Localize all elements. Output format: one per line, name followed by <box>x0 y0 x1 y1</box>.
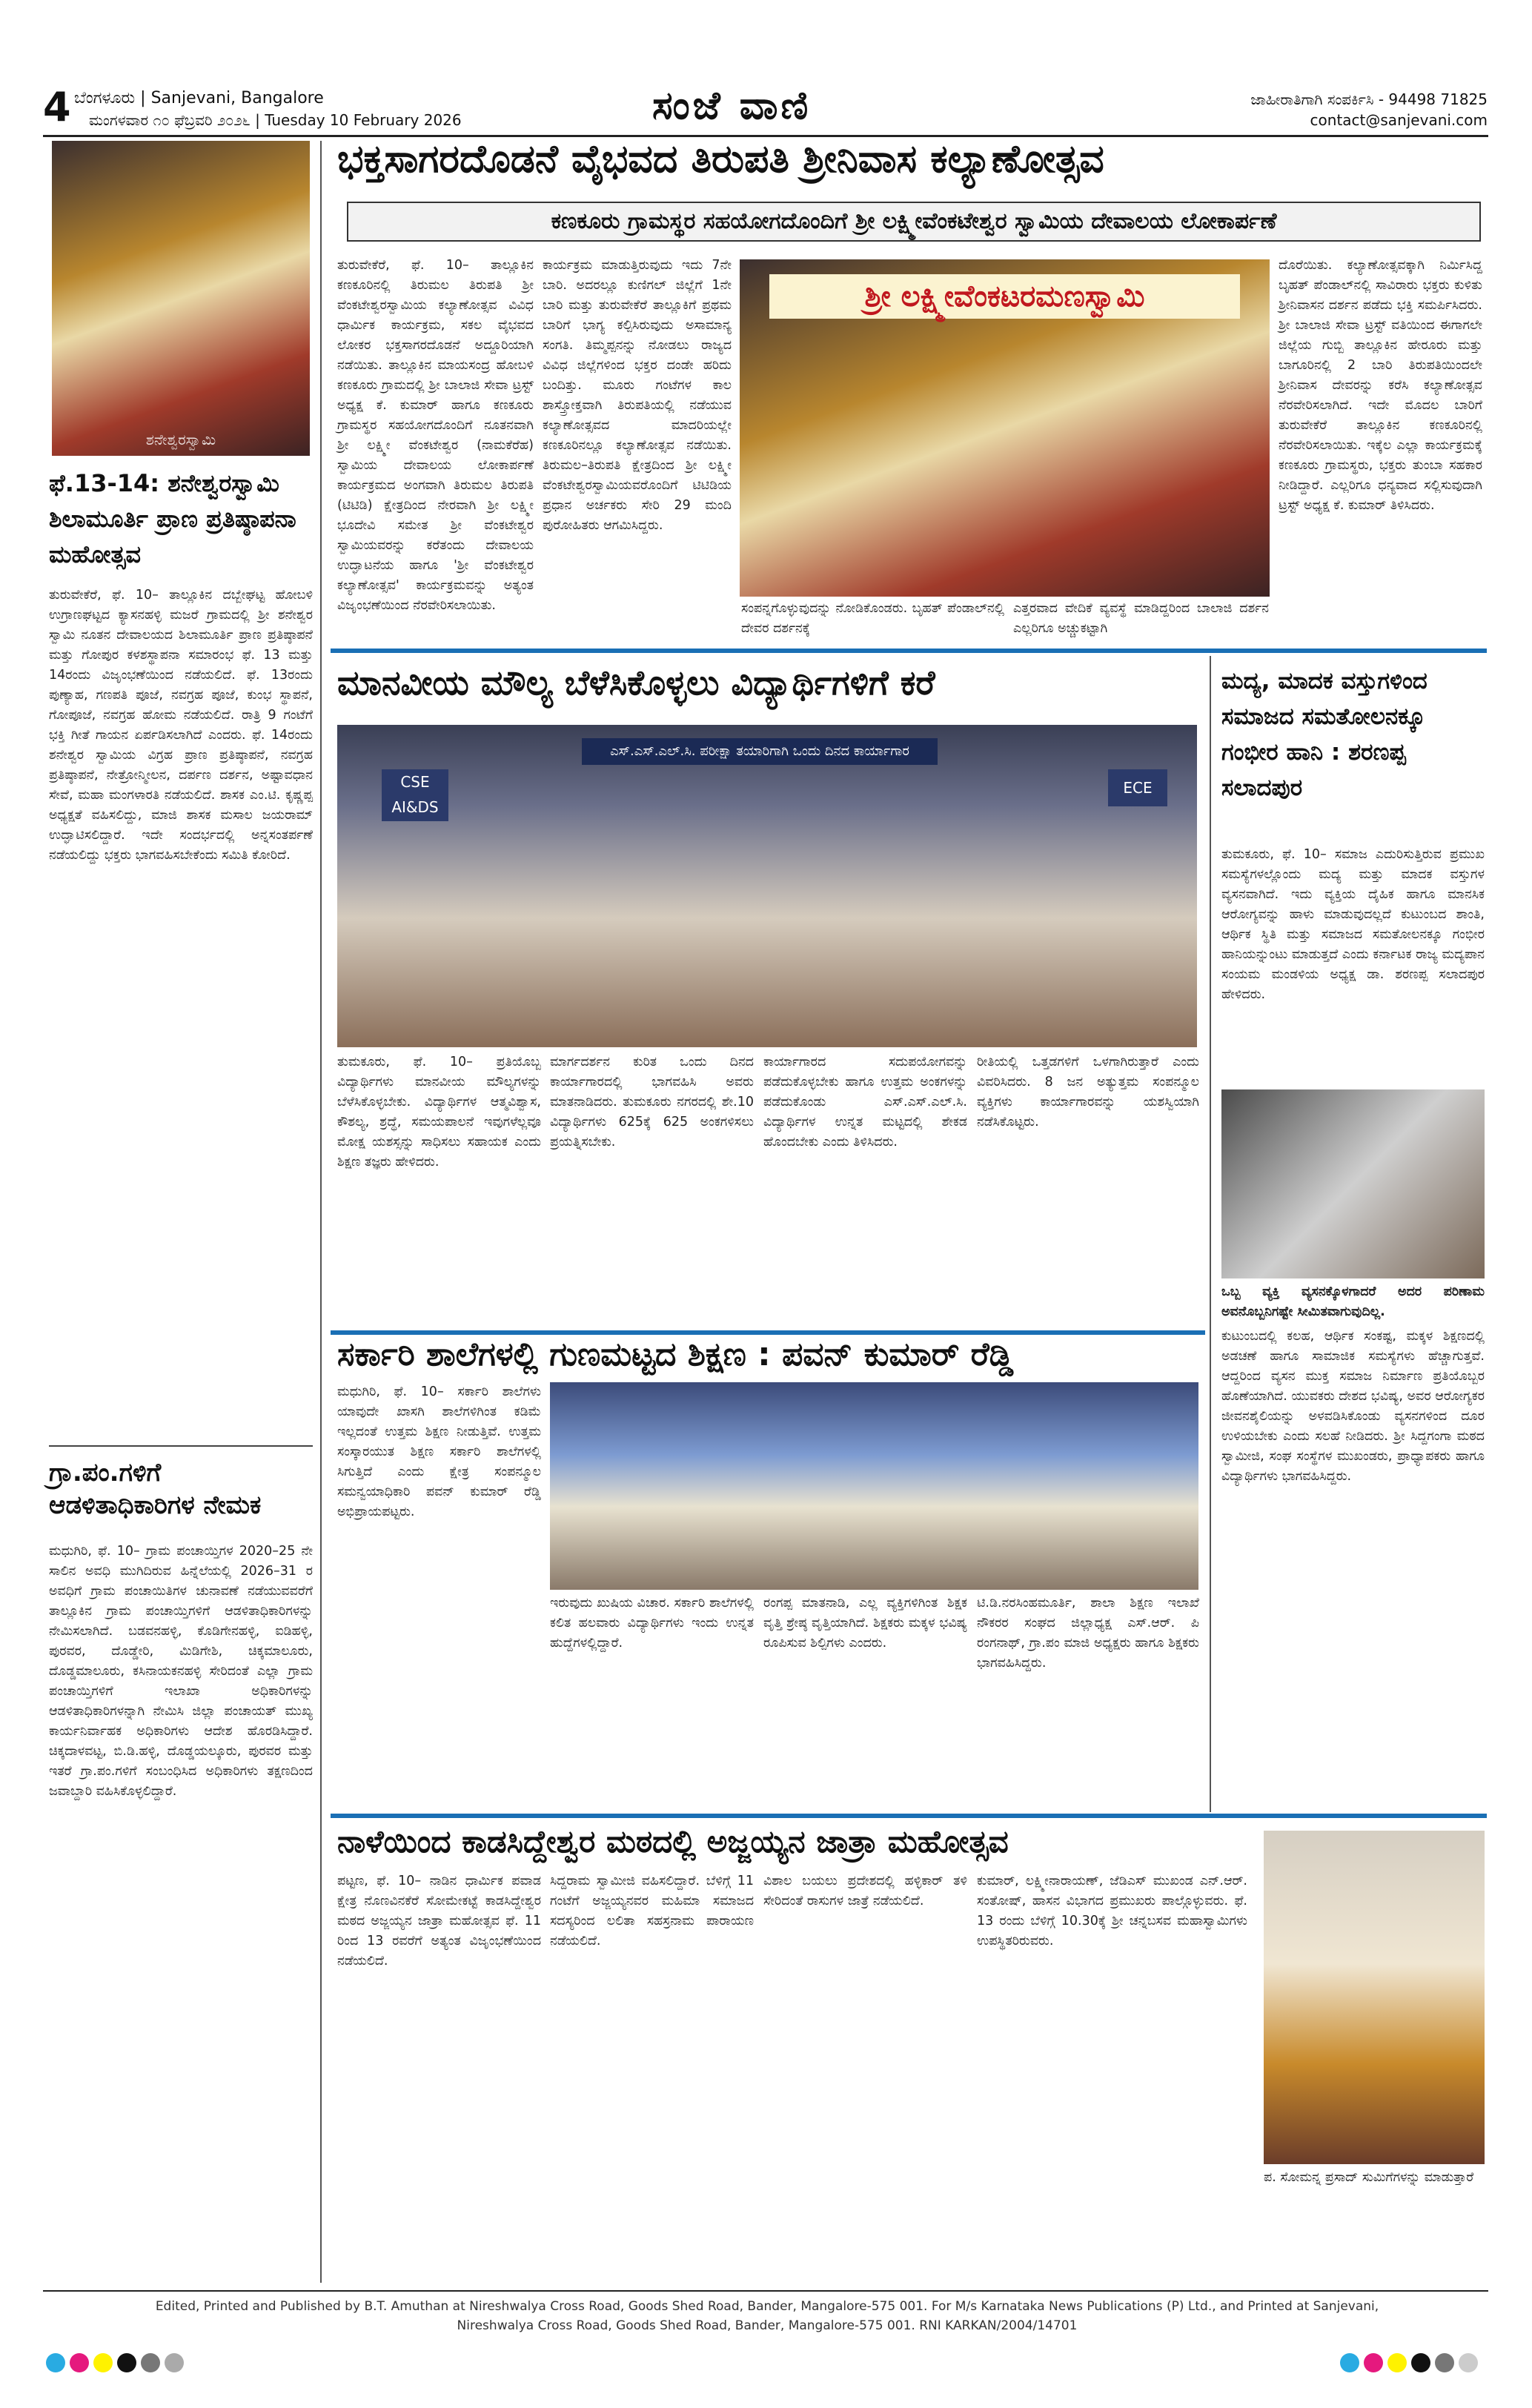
reg-dot-grey <box>141 2353 160 2372</box>
reg-dot-grey <box>1435 2353 1454 2372</box>
edition-line: ಬೆಂಗಳೂರು | Sanjevani, Bangalore <box>74 89 324 107</box>
right-column-rule <box>1210 656 1211 1812</box>
workshop-group-photo <box>337 725 1197 1047</box>
newspaper-logo: ಸಂಜೆ ವಾಣಿ <box>652 83 812 128</box>
registration-marks-left <box>46 2353 188 2375</box>
shaneshwara-body: ತುರುವೇಕೆರೆ, ಫೆ. 10– ತಾಲ್ಲೂಕಿನ ದಬ್ಬೇಘಟ್ಟ ಹೋಬಳಿ ಉಗ್ರಾಣಘಟ್ಟದ ಕ್ಯಾಸನಹಳ್ಳಿ ಮಜರೆ ಗ್ರಾಮದಲ್ಲಿ ಶ್ರೀ ಶನೇಶ್ವರ ಸ್ವಾಮಿ ನೂತನ ದೇವಾಲಯದ ಶಿಲಾಮೂರ್ತಿ ಪ್ರಾಣ ಪ್ರತಿಷ್ಠಾಪನೆ ಮತ್ತು ಗೋಪುರ ಕಳಶಸ್ಥಾಪನಾ ಸಮಾರಂಭ ಫೆ. 13 ಮತ್ತು 14ರಂದು ವಿಜೃಂಭಣೆಯಿಂದ ನಡೆಯಲಿದೆ. ಫೆ. 13ರಂದು ಪುಣ್ಯಾಹ, ಗಣಪತಿ ಪೂಜೆ, ನವಗ್ರಹ ಪೂಜೆ, ಕುಂಭ ಸ್ಥಾಪನೆ, ಗೋಪೂಜೆ, ನವಗ್ರಹ ಹೋಮ ನಡೆಯಲಿದೆ. ರಾತ್ರಿ 9 ಗಂಟೆಗೆ ಭಕ್ತಿ ಗೀತೆ ಗಾಯನ ಏರ್ಪಡಿಸಲಾಗಿದೆ ಎಂದರು. ಫೆ. 14ರಂದು ಶನೇಶ್ವರ ಸ್ವಾಮಿಯ ವಿಗ್ರಹ ಪ್ರಾಣ ಪ್ರತಿಷ್ಠಾಪನೆ, ನವಗ್ರಹ ಪ್ರತಿಷ್ಠಾಪನೆ, ನೇತ್ರೋನ್ಮೀಲನ, ದರ್ಪಣ ದರ್ಶನ, ಅಷ್ಟಾವಧಾನ ಸೇವೆ, ಮಹಾ ಮಂಗಳಾರತಿ ನಡೆಯಲಿದೆ. ಶಾಸಕ ಎಂ.ಟಿ. ಕೃಷ್ಣಪ್ಪ ಅಧ್ಯಕ್ಷತೆ ವಹಿಸಲಿದ್ದು, ಮಾಜಿ ಶಾಸಕ ಮಸಾಲ ಜಯರಾಮ್ ಉದ್ಘಾಟಿಸಲಿದ್ದಾರೆ. ಇದೇ ಸಂದರ್ಭದಲ್ಲಿ ಅನ್ನಸಂತರ್ಪಣೆ ನಡೆಯಲಿದ್ದು ಭಕ್ತರು ಭಾಗವಹಿಸಬೇಕೆಂದು ಸಮಿತಿ ಕೋರಿದೆ. <box>49 588 313 863</box>
left-column-rule <box>320 141 322 2283</box>
jatra-col-3: ವಿಶಾಲ ಬಯಲು ಪ್ರದೇಶದಲ್ಲಿ ಹಳ್ಳಿಕಾರ್ ತಳಿ ಸೇರಿದಂತೆ ರಾಸುಗಳ ಜಾತ್ರೆ ನಡೆಯಲಿದೆ. <box>763 1874 967 1908</box>
values-col-3: ಕಾರ್ಯಾಗಾರದ ಸದುಪಯೋಗವನ್ನು ಪಡೆದುಕೊಳ್ಳಬೇಕು ಹಾಗೂ ಉತ್ತಮ ಅಂಕಗಳನ್ನು ಪಡೆದುಕೊಂಡು ಎಸ್.ಎಸ್.ಎಲ್.ಸಿ. ವಿದ್ಯಾರ್ಥಿಗಳ ಉನ್ನತ ಮಟ್ಟದಲ್ಲಿ ಶೇಕಡ ಹೊಂದಬೇಕು ಎಂದು ತಿಳಿಸಿದರು. <box>763 1055 967 1150</box>
photo-label: ಶನೇಶ್ವರಸ್ವಾಮಿ <box>145 431 216 448</box>
cse-banner: CSE AI&DS <box>382 769 448 821</box>
ajjayya-photo <box>1264 1831 1485 2164</box>
gram-panchayat-body: ಮಧುಗಿರಿ, ಫೆ. 10– ಗ್ರಾಮ ಪಂಚಾಯ್ತಿಗಳ 2020–25 ನೇ ಸಾಲಿನ ಅವಧಿ ಮುಗಿದಿರುವ ಹಿನ್ನೆಲೆಯಲ್ಲಿ 2026–31 ರ ಅವಧಿಗೆ ಗ್ರಾಮ ಪಂಚಾಯಿತಿಗಳ ಚುನಾವಣೆ ನಡೆಯುವವರೆಗೆ ತಾಲ್ಲೂಕಿನ ಗ್ರಾಮ ಪಂಚಾಯ್ತಿಗಳಿಗೆ ಆಡಳಿತಾಧಿಕಾರಿಗಳನ್ನು ನೇಮಿಸಲಾಗಿದೆ. ಬಡವನಹಳ್ಳಿ, ಕೊಡಿಗೇನಹಳ್ಳಿ, ಐಡಿಹಳ್ಳಿ, ಪುರವರ, ದೊಡ್ಡೇರಿ, ಮಿಡಿಗೇಶಿ, ಚಿಕ್ಕಮಾಲೂರು, ದೊಡ್ಡಮಾಲೂರು, ಕಸಿನಾಯಕನಹಳ್ಳಿ ಸೇರಿದಂತೆ ಎಲ್ಲಾ ಗ್ರಾಮ ಪಂಚಾಯ್ತಿಗಳಿಗೆ ಇಲಾಖಾ ಅಧಿಕಾರಿಗಳನ್ನು ಆಡಳಿತಾಧಿಕಾರಿಗಳನ್ನಾಗಿ ನೇಮಿಸಿ ಜಿಲ್ಲಾ ಪಂಚಾಯತ್ ಮುಖ್ಯ ಕಾರ್ಯನಿರ್ವಾಹಕ ಅಧಿಕಾರಿಗಳು ಆದೇಶ ಹೊರಡಿಸಿದ್ದಾರೆ. ಚಿಕ್ಕದಾಳವಟ್ಟ, ಬಿ.ಡಿ.ಹಳ್ಳಿ, ದೊಡ್ಡಯಲ್ಕೂರು, ಪುರವರ ಮತ್ತು ಇತರೆ ಗ್ರಾ.ಪಂ.ಗಳಿಗೆ ಸಂಬಂಧಿಸಿದ ಅಧಿಕಾರಿಗಳು ತಕ್ಷಣದಿಂದ ಜವಾಬ್ದಾರಿ ವಹಿಸಿಕೊಳ್ಳಲಿದ್ದಾರೆ. <box>49 1544 313 1799</box>
school-col-2: ಇರುವುದು ಖುಷಿಯ ವಿಚಾರ. ಸರ್ಕಾರಿ ಶಾಲೆಗಳಲ್ಲಿ ಕಲಿತ ಹಲವಾರು ವಿದ್ಯಾರ್ಥಿಗಳು ಇಂದು ಉನ್ನತ ಹುದ್ದೆಗಳಲ್ಲಿದ್ದಾರೆ. <box>550 1596 754 1651</box>
alcohol-headline: ಮದ್ಯ, ಮಾದಕ ವಸ್ತುಗಳಿಂದ ಸಮಾಜದ ಸಮತೋಲನಕ್ಕೂ ಗಂಭೀರ ಹಾನಿ : ಶರಣಪ್ಪ ಸಲಾದಪುರ <box>1221 668 1427 801</box>
footer-rule <box>43 2290 1488 2292</box>
workshop-banner: ಎಸ್.ಎಸ್.ಎಲ್.ಸಿ. ಪರೀಕ್ಷಾ ತಯಾರಿಗಾಗಿ ಒಂದು ದಿನದ ಕಾರ್ಯಾಗಾರ <box>582 738 938 765</box>
inauguration-photo <box>1221 1089 1485 1278</box>
registration-marks-right <box>1340 2353 1482 2375</box>
school-col-4: ಟಿ.ಡಿ.ನರಸಿಂಹಮೂರ್ತಿ, ಶಾಲಾ ಶಿಕ್ಷಣ ಇಲಾಖೆ ನೌಕರರ ಸಂಘದ ಜಿಲ್ಲಾಧ್ಯಕ್ಷ ಎಸ್.ಆರ್. ಪಿ ರಂಗನಾಥ್, ಗ್ರಾ.ಪಂ ಮಾಜಿ ಅಧ್ಯಕ್ಷರು ಹಾಗೂ ಶಿಕ್ಷಕರು ಭಾಗವಹಿಸಿದ್ದರು. <box>977 1596 1199 1671</box>
left-divider <box>49 1445 313 1447</box>
alcohol-body-2: ಕುಟುಂಬದಲ್ಲಿ ಕಲಹ, ಆರ್ಥಿಕ ಸಂಕಷ್ಟ, ಮಕ್ಕಳ ಶಿಕ್ಷಣದಲ್ಲಿ ಅಡಚಣೆ ಹಾಗೂ ಸಾಮಾಜಿಕ ಸಮಸ್ಯೆಗಳು ಹೆಚ್ಚಾಗುತ್ತವೆ. ಆದ್ದರಿಂದ ವ್ಯಸನ ಮುಕ್ತ ಸಮಾಜ ನಿರ್ಮಾಣ ಪ್ರತಿಯೊಬ್ಬರ ಹೊಣೆಯಾಗಿದೆ. ಯುವಕರು ದೇಶದ ಭವಿಷ್ಯ, ಅವರ ಆರೋಗ್ಯಕರ ಜೀವನಶೈಲಿಯನ್ನು ಅಳವಡಿಸಿಕೊಂಡು ವ್ಯಸನಗಳಿಂದ ದೂರ ಉಳಿಯಬೇಕು ಎಂದು ಸಲಹೆ ನೀಡಿದರು. ಶ್ರೀ ಸಿದ್ದಗಂಗಾ ಮಠದ ಸ್ವಾಮೀಜಿ, ಸಂಘ ಸಂಸ್ಥೆಗಳ ಮುಖಂಡರು, ಪ್ರಾಧ್ಯಾಪಕರು ಹಾಗೂ ವಿದ್ಯಾರ್ಥಿಗಳು ಭಾಗವಹಿಸಿದ್ದರು. <box>1221 1329 1485 1484</box>
reg-dot-yellow <box>93 2353 113 2372</box>
lead-subheadline: ಕಣಕೂರು ಗ್ರಾಮಸ್ಥರ ಸಹಯೋಗದೊಂದಿಗೆ ಶ್ರೀ ಲಕ್ಷ್ಮೀವೆಂಕಟೇಶ್ವರ ಸ್ವಾಮಿಯ ದೇವಾಲಯ ಲೋಕಾರ್ಪಣೆ <box>347 202 1481 242</box>
lead-col-2: ಕಾರ್ಯಕ್ರಮ ಮಾಡುತ್ತಿರುವುದು ಇದು 7ನೇ ಬಾರಿ. ಅದರಲ್ಲೂ ಕುಣಿಗಲ್ ಜಿಲ್ಲೆಗೆ 1ನೇ ಬಾರಿ ಮತ್ತು ತುರುವೇಕೆರೆ ತಾಲ್ಲೂಕಿಗೆ ಪ್ರಥಮ ಬಾರಿಗೆ ಭಾಗ್ಯ ಕಲ್ಪಿಸಿರುವುದು ಅಸಾಮಾನ್ಯ ಸಂಗತಿ. ತಿಮ್ಮಪ್ಪನನ್ನು ನೋಡಲು ರಾಜ್ಯದ ವಿವಿಧ ಜಿಲ್ಲೆಗಳಿಂದ ಭಕ್ತರ ದಂಡೇ ಹರಿದು ಬಂದಿತ್ತು. ಮೂರು ಗಂಟೆಗಳ ಕಾಲ ಶಾಸ್ತ್ರೋಕ್ತವಾಗಿ ತಿರುಪತಿಯಲ್ಲಿ ನಡೆಯುವ ಕಲ್ಯಾಣೋತ್ಸವದ ಮಾದರಿಯಲ್ಲೇ ಕಣಕೂರಿನಲ್ಲೂ ಕಲ್ಯಾಣೋತ್ಸವ ನಡೆಯಿತು. ತಿರುಮಲ–ತಿರುಪತಿ ಕ್ಷೇತ್ರದಿಂದ ಶ್ರೀ ಲಕ್ಷ್ಮೀ ವೆಂಕಟೇಶ್ವರಸ್ವಾಮಿಯವರೊಂದಿಗೆ ಟಿಟಿಡಿಯ ಪ್ರಧಾನ ಅರ್ಚಕರು ಸೇರಿ 29 ಮಂದಿ ಪುರೋಹಿತರು ಆಗಮಿಸಿದ್ದರು. <box>543 258 732 533</box>
reg-dot-magenta <box>70 2353 89 2372</box>
school-event-photo <box>550 1382 1198 1590</box>
lead-col-4: ಎತ್ತರವಾದ ವೇದಿಕೆ ವ್ಯವಸ್ಥೆ ಮಾಡಿದ್ದರಿಂದ ಬಾಲಾಜಿ ದರ್ಶನ ಎಲ್ಲರಿಗೂ ಅಚ್ಚುಕಟ್ಟಾಗಿ <box>1013 601 1269 636</box>
page-number: 4 <box>43 84 71 130</box>
gram-panchayat-headline: ಗ್ರಾ.ಪಂ.ಗಳಿಗೆ ಆಡಳಿತಾಧಿಕಾರಿಗಳ ನೇಮಕ <box>49 1458 262 1520</box>
date-line: ಮಂಗಳವಾರ ೧೦ ಫೆಬ್ರವರಿ ೨೦೨೬ | Tuesday 10 February 2026 <box>89 111 462 129</box>
jatra-photo-caption: ಪ. ಸೋಮನ್ನ ಪ್ರಸಾದ್ ಸುಮಿಗೆಗಳನ್ನು ಮಾಡುತ್ತಾರೆ <box>1264 2170 1474 2185</box>
email-contact[interactable]: contact@sanjevani.com <box>1310 111 1488 129</box>
shaneshwara-headline: ಫೆ.13-14: ಶನೇಶ್ವರಸ್ವಾಮಿ ಶಿಲಾಮೂರ್ತಿ ಪ್ರಾಣ ಪ್ರತಿಷ್ಠಾಪನಾ ಮಹೋತ್ಸವ <box>49 469 296 568</box>
reg-dot-yellow <box>1387 2353 1407 2372</box>
values-divider <box>331 1330 1205 1335</box>
values-col-4: ರೀತಿಯಲ್ಲಿ ಒತ್ತಡಗಳಿಗೆ ಒಳಗಾಗಿರುತ್ತಾರೆ ಎಂದು ವಿವರಿಸಿದರು. 8 ಜನ ಅತ್ಯುತ್ತಮ ಸಂಪನ್ಮೂಲ ವ್ಯಕ್ತಿಗಳು ಕಾರ್ಯಾಗಾರವನ್ನು ಯಶಸ್ವಿಯಾಗಿ ನಡೆಸಿಕೊಟ್ಟರು. <box>977 1055 1199 1130</box>
jatra-col-1: ಪಟ್ಟಣ, ಫೆ. 10– ನಾಡಿನ ಧಾರ್ಮಿಕ ಪವಾಡ ಕ್ಷೇತ್ರ ನೊಣವಿನಕೆರೆ ಸೋಮೇಕಟ್ಟೆ ಕಾಡಸಿದ್ದೇಶ್ವರ ಮಠದ ಅಜ್ಜಯ್ಯನ ಜಾತ್ರಾ ಮಹೋತ್ಸವ ಫೆ. 11 ರಿಂದ 13 ರವರೆಗೆ ಅತ್ಯಂತ ವಿಜೃಂಭಣೆಯಿಂದ ನಡೆಯಲಿದೆ. <box>337 1874 541 1968</box>
ad-contact-line: ಜಾಹೀರಾತಿಗಾಗಿ ಸಂಪರ್ಕಿಸಿ - 94498 71825 <box>1250 90 1488 108</box>
reg-dot-magenta <box>1364 2353 1383 2372</box>
alcohol-photo-caption: ಒಬ್ಬ ವ್ಯಕ್ತಿ ವ್ಯಸನಕ್ಕೊಳಗಾದರೆ ಅದರ ಪರಿಣಾಮ ಅವನೊಬ್ಬನಿಗಷ್ಟೇ ಸೀಮಿತವಾಗುವುದಿಲ್ಲ. <box>1221 1284 1485 1319</box>
kalyanotsava-photo <box>740 259 1270 597</box>
reg-dot-grey <box>165 2353 184 2372</box>
school-divider <box>331 1814 1487 1818</box>
temple-banner: ಶ್ರೀ ಲಕ್ಷ್ಮೀವೆಂಕಟರಮಣಸ್ವಾಮಿ <box>769 274 1240 319</box>
school-col-1: ಮಧುಗಿರಿ, ಫೆ. 10– ಸರ್ಕಾರಿ ಶಾಲೆಗಳು ಯಾವುದೇ ಖಾಸಗಿ ಶಾಲೆಗಳಿಗಿಂತ ಕಡಿಮೆ ಇಲ್ಲದಂತೆ ಉತ್ತಮ ಶಿಕ್ಷಣ ನೀಡುತ್ತಿವೆ. ಉತ್ತಮ ಸಂಸ್ಕಾರಯುತ ಶಿಕ್ಷಣ ಸರ್ಕಾರಿ ಶಾಲೆಗಳಲ್ಲಿ ಸಿಗುತ್ತಿದೆ ಎಂದು ಕ್ಷೇತ್ರ ಸಂಪನ್ಮೂಲ ಸಮನ್ವಯಾಧಿಕಾರಿ ಪವನ್ ಕುಮಾರ್ ರೆಡ್ಡಿ ಅಭಿಪ್ರಾಯಪಟ್ಟರು. <box>337 1384 541 1519</box>
imprint-line-1: Edited, Printed and Published by B.T. Amuthan at Nireshwalya Cross Road, Goods Shed Road, Bander, Mangalore-575 001. For M/s Karnataka News Publications (P) Ltd., and Printed at Sanjevani, <box>155 2299 1379 2314</box>
shaneshwara-photo <box>52 141 310 456</box>
values-col-2: ಮಾರ್ಗದರ್ಶನ ಕುರಿತ ಒಂದು ದಿನದ ಕಾರ್ಯಾಗಾರದಲ್ಲಿ ಭಾಗವಹಿಸಿ ಅವರು ಮಾತನಾಡಿದರು. ತುಮಕೂರು ನಗರದಲ್ಲಿ ಶೇ.10 ವಿದ್ಯಾರ್ಥಿಗಳು 625ಕ್ಕೆ 625 ಅಂಕಗಳಿಸಲು ಪ್ರಯತ್ನಿಸಬೇಕು. <box>550 1055 754 1150</box>
jatra-col-2: ಸಿದ್ದರಾಮ ಸ್ವಾಮೀಜಿ ವಹಿಸಲಿದ್ದಾರೆ. ಬೆಳಿಗ್ಗೆ 11 ಗಂಟೆಗೆ ಅಜ್ಜಯ್ಯನವರ ಮಹಿಮಾ ಸಮಾಜದ ಸದಸ್ಯರಿಂದ ಲಲಿತಾ ಸಹಸ್ರನಾಮ ಪಾರಾಯಣ ನಡೆಯಲಿದೆ. <box>550 1874 754 1948</box>
values-headline: ಮಾನವೀಯ ಮೌಲ್ಯ ಬೆಳೆಸಿಕೊಳ್ಳಲು ವಿದ್ಯಾರ್ಥಿಗಳಿಗೆ ಕರೆ <box>337 663 935 703</box>
lead-divider <box>331 649 1487 653</box>
reg-dot-cyan <box>1340 2353 1359 2372</box>
school-headline: ಸರ್ಕಾರಿ ಶಾಲೆಗಳಲ್ಲಿ ಗುಣಮಟ್ಟದ ಶಿಕ್ಷಣ : ಪವನ್ ಕುಮಾರ್ ರೆಡ್ಡಿ <box>337 1336 1014 1373</box>
lead-col-1: ತುರುವೇಕೆರೆ, ಫೆ. 10– ತಾಲ್ಲೂಕಿನ ಕಣಕೂರಿನಲ್ಲಿ ತಿರುಮಲ ತಿರುಪತಿ ಶ್ರೀ ವೆಂಕಟೇಶ್ವರಸ್ವಾಮಿಯ ಕಲ್ಯಾಣೋತ್ಸವ ವಿವಿಧ ಧಾರ್ಮಿಕ ಕಾರ್ಯಕ್ರಮ, ಸಕಲ ವೈಭವದ ಲೋಕರ ಭಕ್ತಸಾಗರದೊಡನೆ ಅದ್ದೂರಿಯಾಗಿ ನಡೆಯಿತು. ತಾಲ್ಲೂಕಿನ ಮಾಯಸಂದ್ರ ಹೋಬಳಿ ಕಣಕೂರು ಗ್ರಾಮದಲ್ಲಿ ಶ್ರೀ ಬಾಲಾಜಿ ಸೇವಾ ಟ್ರಸ್ಟ್ ಅಧ್ಯಕ್ಷ ಕೆ. ಕುಮಾರ್ ಹಾಗೂ ಕಣಕೂರು ಗ್ರಾಮಸ್ಥರ ಸಹಯೋಗದೊಂದಿಗೆ ನೂತನವಾಗಿ ಶ್ರೀ ಲಕ್ಷ್ಮೀ ವೆಂಕಟೇಶ್ವರ (ನಾಮಕೆರೆಹ) ಸ್ವಾಮಿಯ ದೇವಾಲಯ ಲೋಕಾರ್ಪಣೆ ಕಾರ್ಯಕ್ರಮದ ಅಂಗವಾಗಿ ತಿರುಮಲ ತಿರುಪತಿ (ಟಿಟಿಡಿ) ಕ್ಷೇತ್ರದಿಂದ ನೇರವಾಗಿ ಶ್ರೀ ಲಕ್ಷ್ಮೀ ಭೂದೇವಿ ಸಮೇತ ಶ್ರೀ ವೆಂಕಟೇಶ್ವರ ಸ್ವಾಮಿಯವರನ್ನು ಕರೆತಂದು ದೇವಾಲಯ ಉದ್ಘಾಟನೆಯ ಹಾಗೂ 'ಶ್ರೀ ವೆಂಕಟೇಶ್ವರ ಕಲ್ಯಾಣೋತ್ಸವ' ಕಾರ್ಯಕ್ರಮವನ್ನು ಅತ್ಯಂತ ವಿಜೃಂಭಣೆಯಿಂದ ನೆರವೇರಿಸಲಾಯಿತು. <box>337 258 534 613</box>
jatra-col-4: ಕುಮಾರ್, ಲಕ್ಷ್ಮೀನಾರಾಯಣ್, ಜೆಡಿಎಸ್ ಮುಖಂಡ ಎನ್.ಆರ್. ಸಂತೋಷ್, ಹಾಸನ ವಿಭಾಗದ ಪ್ರಮುಖರು ಪಾಲ್ಗೊಳ್ಳುವರು. ಫೆ. 13 ರಂದು ಬೆಳಿಗ್ಗೆ 10.30ಕ್ಕೆ ಶ್ರೀ ಚನ್ನಬಸವ ಮಹಾಸ್ವಾಮಿಗಳು ಉಪಸ್ಥಿತರಿರುವರು. <box>977 1874 1247 1948</box>
reg-dot-black <box>1411 2353 1430 2372</box>
lead-headline: ಭಕ್ತಸಾಗರದೊಡನೆ ವೈಭವದ ತಿರುಪತಿ ಶ್ರೀನಿವಾಸ ಕಲ್ಯಾಣೋತ್ಸವ <box>337 137 1104 182</box>
lead-col-5: ದೊರೆಯಿತು. ಕಲ್ಯಾಣೋತ್ಸವಕ್ಕಾಗಿ ನಿರ್ಮಿಸಿದ್ದ ಬೃಹತ್ ಪೆಂಡಾಲ್‌ನಲ್ಲಿ ಸಾವಿರಾರು ಭಕ್ತರು ಕುಳಿತು ಶ್ರೀನಿವಾಸನ ದರ್ಶನ ಪಡೆದು ಭಕ್ತಿ ಸಮರ್ಪಿಸಿದರು. ಶ್ರೀ ಬಾಲಾಜಿ ಸೇವಾ ಟ್ರಸ್ಟ್ ವತಿಯಿಂದ ಈಗಾಗಲೇ ಜಿಲ್ಲೆಯ ಗುಬ್ಬಿ ತಾಲ್ಲೂಕಿನ ಹೇರೂರು ಮತ್ತು ಬಾಗೂರಿನಲ್ಲಿ 2 ಬಾರಿ ತಿರುಪತಿಯಿಂದಲೇ ಶ್ರೀನಿವಾಸ ದೇವರನ್ನು ಕರೆಸಿ ಕಲ್ಯಾಣೋತ್ಸವ ನೆರವೇರಿಸಲಾಗಿದೆ. ಇದೇ ಮೊದಲ ಬಾರಿಗೆ ತುರುವೇಕೆರೆ ತಾಲ್ಲೂಕಿನ ಕಣಕೂರಿನಲ್ಲಿ ನೆರವೇರಿಸಲಾಯಿತು. ಇಕ್ಕೆಲ ಎಲ್ಲಾ ಕಾರ್ಯಕ್ರಮಕ್ಕೆ ಕಣಕೂರು ಗ್ರಾಮಸ್ಥರು, ಭಕ್ತರು ತುಂಬಾ ಸಹಕಾರ ನೀಡಿದ್ದಾರೆ. ಎಲ್ಲರಿಗೂ ಧನ್ಯವಾದ ಸಲ್ಲಿಸುವುದಾಗಿ ಟ್ರಸ್ಟ್ ಅಧ್ಯಕ್ಷ ಕೆ. ಕುಮಾರ್ ತಿಳಿಸಿದರು. <box>1279 258 1482 513</box>
values-col-1: ತುಮಕೂರು, ಫೆ. 10– ಪ್ರತಿಯೊಬ್ಬ ವಿದ್ಯಾರ್ಥಿಗಳು ಮಾನವೀಯ ಮೌಲ್ಯಗಳನ್ನು ಬೆಳೆಸಿಕೊಳ್ಳಬೇಕು. ವಿದ್ಯಾರ್ಥಿಗಳ ಆತ್ಮವಿಶ್ವಾಸ, ಕೌಶಲ್ಯ, ಶ್ರದ್ಧೆ, ಸಮಯಪಾಲನೆ ಇವುಗಳೆಲ್ಲವೂ ಮೋಕ್ಷ ಯಶಸ್ಸನ್ನು ಸಾಧಿಸಲು ಸಹಾಯಕ ಎಂದು ಶಿಕ್ಷಣ ತಜ್ಞರು ಹೇಳಿದರು. <box>337 1055 541 1170</box>
reg-dot-cyan <box>46 2353 65 2372</box>
lead-col-3: ಸಂಪನ್ನಗೊಳ್ಳುವುದನ್ನು ನೋಡಿಕೊಂಡರು. ಬೃಹತ್ ಪೆಂಡಾಲ್‌ನಲ್ಲಿ ದೇವರ ದರ್ಶನಕ್ಕೆ <box>741 601 1004 636</box>
school-col-3: ರಂಗಪ್ಪ ಮಾತನಾಡಿ, ಎಲ್ಲ ವ್ಯಕ್ತಿಗಳಿಗಿಂತ ಶಿಕ್ಷಕ ವೃತ್ತಿ ಶ್ರೇಷ್ಠ ವೃತ್ತಿಯಾಗಿದೆ. ಶಿಕ್ಷಕರು ಮಕ್ಕಳ ಭವಿಷ್ಯ ರೂಪಿಸುವ ಶಿಲ್ಪಿಗಳು ಎಂದರು. <box>763 1596 967 1651</box>
ece-banner: ECE <box>1108 769 1167 806</box>
jatra-headline: ನಾಳೆಯಿಂದ ಕಾಡಸಿದ್ದೇಶ್ವರ ಮಠದಲ್ಲಿ ಅಜ್ಜಯ್ಯನ ಜಾತ್ರಾ ಮಹೋತ್ಸವ <box>337 1823 1009 1860</box>
imprint-line-2: Nireshwalya Cross Road, Goods Shed Road, Bander, Mangalore-575 001. RNI KARKAN/2004/14701 <box>457 2318 1078 2333</box>
alcohol-body: ತುಮಕೂರು, ಫೆ. 10– ಸಮಾಜ ಎದುರಿಸುತ್ತಿರುವ ಪ್ರಮುಖ ಸಮಸ್ಯೆಗಳಲ್ಲೊಂದು ಮದ್ಯ ಮತ್ತು ಮಾದಕ ವಸ್ತುಗಳ ವ್ಯಸನವಾಗಿದೆ. ಇದು ವ್ಯಕ್ತಿಯ ದೈಹಿಕ ಹಾಗೂ ಮಾನಸಿಕ ಆರೋಗ್ಯವನ್ನು ಹಾಳು ಮಾಡುವುದಲ್ಲದೆ ಕುಟುಂಬದ ಶಾಂತಿ, ಆರ್ಥಿಕ ಸ್ಥಿತಿ ಮತ್ತು ಸಮಾಜದ ಸಮತೋಲನಕ್ಕೂ ಗಂಭೀರ ಹಾನಿಯನ್ನುಂಟು ಮಾಡುತ್ತದೆ ಎಂದು ಕರ್ನಾಟಕ ರಾಜ್ಯ ಮದ್ಯಪಾನ ಸಂಯಮ ಮಂಡಳಿಯ ಅಧ್ಯಕ್ಷ ಡಾ. ಶರಣಪ್ಪ ಸಲಾದಪುರ ಹೇಳಿದರು. <box>1221 847 1485 1002</box>
reg-dot-grey <box>1459 2353 1478 2372</box>
reg-dot-black <box>117 2353 136 2372</box>
